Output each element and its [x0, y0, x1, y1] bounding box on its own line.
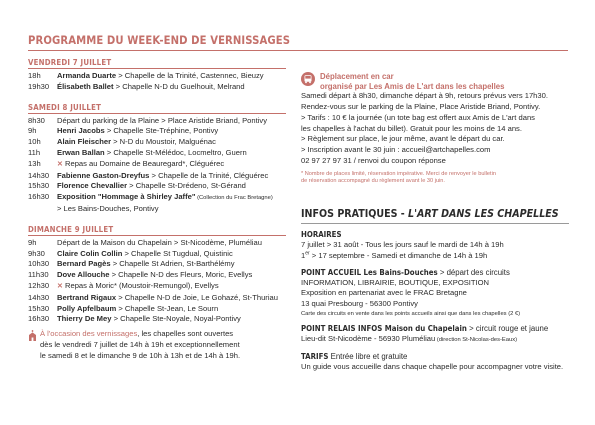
schedule-row	[28, 238, 286, 249]
accueil-line: 13 quai Presbourg - 56300 Pontivy	[301, 299, 418, 309]
time: 16h30	[28, 314, 50, 324]
artist-name: Alain Fleischer	[57, 137, 112, 147]
vernissage-note	[28, 329, 286, 361]
day-heading: VENDREDI 7 JUILLET	[28, 58, 286, 69]
bus-section	[301, 72, 569, 91]
time: 18h	[28, 71, 41, 80]
relais-line: Lieu-dit St-Nicodème - 56930 Pluméliau (direction St-Nicolas-des-Eaux)	[301, 333, 518, 343]
schedule-row	[28, 126, 286, 137]
venue: > Chapelle N-D de Joie, Le Gohazé, St-Thuriau	[116, 292, 278, 302]
schedule-row	[28, 249, 286, 260]
artist-name: Fabienne Gaston-Dreyfus	[57, 170, 150, 180]
venue: Repas à Moric* (Moustoir-Remungol), Evellys	[65, 280, 219, 290]
infos-title-italic: L'ART DANS LES CHAPELLES	[408, 207, 559, 220]
horaires-line: 7 juillet > 31 août - Tous les jours sauf le mardi de 14h à 19h	[301, 239, 504, 249]
venue: Départ du parking de la Plaine > Place Aristide Briand, Pontivy	[57, 115, 268, 125]
time: 15h30	[28, 303, 50, 313]
infos-title-plain: INFOS PRATIQUES -	[301, 207, 409, 220]
venue: > Chapelle N-D du Guelhouit, Melrand	[113, 81, 245, 91]
infos-title	[301, 208, 569, 224]
schedule-row	[28, 181, 286, 192]
relais-heading: POINT RELAIS INFOS Maison du Chapelain > circuit rouge et jaune	[301, 323, 549, 333]
schedule-row	[28, 137, 286, 148]
time: 11h	[28, 147, 41, 157]
artist-name: Florence Chevallier	[57, 181, 128, 191]
bus-subtitle: organisé par Les Amis de L'art dans les chapelles	[320, 81, 505, 91]
schedule-row	[28, 116, 286, 127]
artist-name: Thierry De Mey	[57, 314, 112, 324]
accueil-heading: POINT ACCUEIL Les Bains-Douches > départ des circuits	[301, 267, 510, 277]
artist-name: Bertrand Rigaux	[57, 292, 117, 302]
artist-name: Élisabeth Ballet	[57, 81, 114, 91]
time: 15h30	[28, 181, 50, 191]
vernissage-line: le samedi 8 et le dimanche 9 de 10h à 13h et de 14h à 19h.	[40, 350, 241, 360]
schedule-row	[28, 304, 286, 315]
time: 11h30	[28, 270, 49, 280]
schedule-row	[28, 293, 286, 304]
venue: Repas au Domaine de Beauregard*, Cléguérec	[65, 158, 225, 168]
time: 9h	[28, 237, 37, 247]
artist-name: Erwan Ballan	[57, 147, 105, 157]
time: 12h30	[28, 280, 50, 290]
venue: > Chapelle N-D des Fleurs, Moric, Evellys	[109, 270, 253, 280]
schedule-row	[28, 71, 286, 82]
day-heading: DIMANCHE 9 JUILLET	[28, 225, 286, 236]
time: 16h30	[28, 192, 50, 202]
horaires-heading: HORAIRES	[301, 229, 342, 239]
accueil-line: Exposition en partenariat avec le FRAC Bretagne	[301, 288, 467, 298]
horaires-line: 1er > 17 septembre - Samedi et dimanche de 14h à 19h	[301, 250, 488, 260]
exhibition-name: Exposition "Hommage à Shirley Jaffe"	[57, 192, 196, 202]
schedule-row	[28, 314, 286, 325]
bus-line: Rendez-vous sur le parking de la Plaine, Place Aristide Briand, Pontivy.	[301, 101, 541, 111]
venue: > Chapelle Ste-Tréphine, Pontivy	[104, 126, 219, 136]
accueil-line: INFORMATION, LIBRAIRIE, BOUTIQUE, EXPOSITION	[301, 277, 490, 287]
artist-name: Dove Allouche	[57, 270, 110, 280]
cutlery-icon: ✕	[57, 282, 63, 290]
venue: > Chapelle St-Mélédoc, Locmeltro, Guern	[104, 147, 247, 157]
bus-line: 02 97 27 97 31 / renvoi du coupon réponse	[301, 155, 446, 165]
venue: > Chapelle de la Trinité, Cléguérec	[149, 170, 269, 180]
day-sunday	[28, 225, 286, 325]
footnote-line: * Nombre de places limité, réservation impérative. Merci de renvoyer le bulletin	[301, 170, 496, 177]
time: 19h30	[28, 81, 50, 91]
time: 9h30	[28, 248, 45, 258]
artist-name: Henri Jacobs	[57, 126, 105, 136]
bus-title: Déplacement en car	[320, 72, 394, 81]
bus-line: Samedi départ à 8h30, dimanche départ à 9h, retours prévus vers 17h30.	[301, 91, 548, 101]
schedule-row	[28, 159, 286, 171]
schedule-row	[28, 259, 286, 270]
tarifs-line: Un guide vous accueille dans chaque chapelle pour accompagner votre visite.	[301, 361, 564, 371]
bus-line: > Inscription avant le 30 juin : accueil@artchapelles.com	[301, 145, 491, 155]
info-column	[301, 72, 569, 373]
page-title: PROGRAMME DU WEEK-END DE VERNISSAGES	[28, 34, 568, 51]
artist-name: Polly Apfelbaum	[57, 303, 117, 313]
time: 9h	[28, 126, 37, 136]
vernissage-lead: À l'occasion des vernissages	[40, 329, 138, 339]
bus-icon	[301, 72, 315, 91]
collection-note: (Collection du Frac Bretagne)	[195, 195, 273, 202]
artist-name: Armanda Duarte	[57, 71, 117, 80]
time: 14h30	[28, 170, 50, 180]
venue: > Chapelle St Adrien, St-Barthélémy	[110, 259, 235, 269]
day-friday	[28, 58, 286, 93]
venue-continuation: > Les Bains-Douches, Pontivy	[57, 203, 159, 213]
venue: Départ de la Maison du Chapelain > St-Nicodème, Pluméliau	[57, 237, 262, 247]
bus-line: les chapelles à l'achat du billet). Gratuit pour les moins de 14 ans.	[301, 123, 522, 133]
accueil-note: Carte des circuits en vente dans les points accueils ainsi que dans les chapelles (2 €)	[301, 310, 521, 317]
time: 10h	[28, 137, 41, 147]
time: 10h30	[28, 259, 50, 269]
schedule-row	[28, 270, 286, 281]
venue: > Chapelle Ste-Noyale, Noyal-Pontivy	[111, 314, 241, 324]
time: 13h	[28, 158, 41, 168]
day-saturday	[28, 103, 286, 215]
chapel-icon	[28, 330, 37, 345]
schedule-row	[28, 281, 286, 293]
reservation-footnote	[301, 171, 569, 186]
footnote-line: de réservation accompagné du règlement avant le 30 juin.	[301, 178, 445, 185]
venue: > Chapelle St Tugdual, Quistinic	[122, 248, 233, 258]
venue: > Chapelle de la Trinité, Castennec, Bieuzy	[116, 71, 264, 80]
bus-line: > Règlement sur place, le jour même, avant le départ du car.	[301, 134, 505, 144]
venue: > N-D du Moustoir, Malguénac	[111, 137, 216, 147]
time: 8h30	[28, 115, 45, 125]
vernissage-line: , les chapelles sont ouvertes	[137, 329, 234, 339]
programme-column	[28, 58, 286, 362]
schedule-row	[28, 82, 286, 93]
day-heading: SAMEDI 8 JUILLET	[28, 103, 286, 114]
artist-name: Claire Colin Collin	[57, 248, 123, 258]
schedule-row	[28, 171, 286, 182]
schedule-row	[28, 148, 286, 159]
venue: > Chapelle St-Jean, Le Sourn	[116, 303, 219, 313]
bus-line: > Tarifs : 10 € la journée (un tote bag est offert aux Amis de L'art dans	[301, 112, 535, 122]
tarifs-heading: TARIFS Entrée libre et gratuite	[301, 351, 408, 361]
vernissage-line: dès le vendredi 7 juillet de 14h à 19h et exceptionnellement	[40, 339, 240, 349]
venue: > Chapelle St-Drédeno, St-Gérand	[127, 181, 246, 191]
cutlery-icon: ✕	[57, 160, 63, 168]
artist-name: Bernard Pagès	[57, 259, 111, 269]
schedule-row	[28, 192, 286, 204]
time: 14h30	[28, 292, 50, 302]
